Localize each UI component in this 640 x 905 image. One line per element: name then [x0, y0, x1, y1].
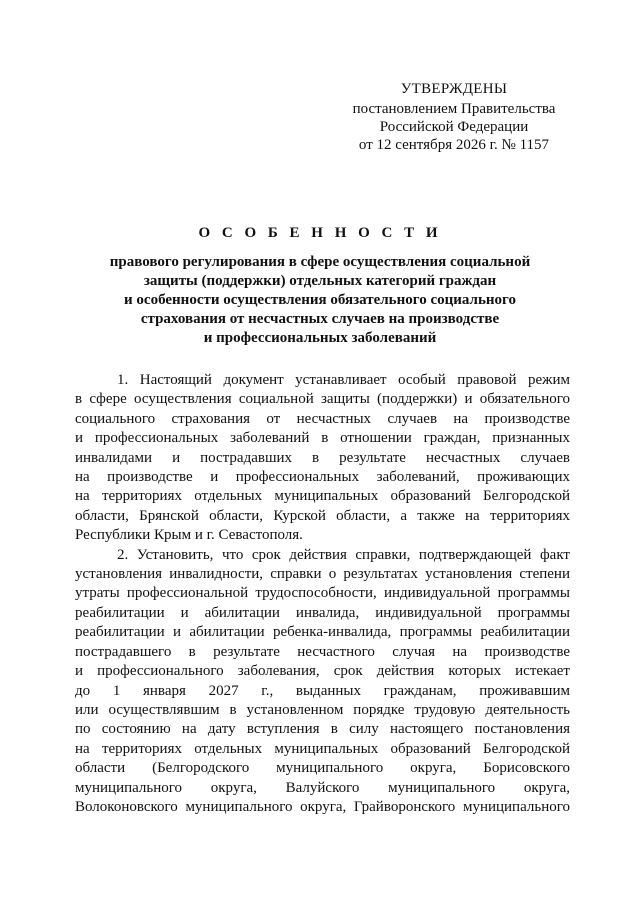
text-line: и профессиональных заболеваний в отношении граждан, признанных — [75, 430, 570, 447]
text-line: по состоянию на дату вступления в силу настоящего постановления — [75, 721, 570, 738]
text-line: социального страхования от несчастных случаев на производстве — [75, 410, 570, 427]
paragraph-2 — [75, 546, 570, 818]
text-line: до 1 января 2027 г., выданных гражданам, проживавшим — [75, 682, 570, 699]
text-line: на территориях отдельных муниципальных образований Белгородской — [75, 740, 570, 757]
text-line: Республики Крым и г. Севастополя. — [75, 527, 303, 544]
text-line: установления инвалидности, справки о результатах установления степени — [75, 566, 570, 583]
text-line: реабилитации и абилитации инвалида, индивидуальной программы — [75, 604, 570, 621]
text-line: инвалидами и пострадавших в результате несчастных случаев — [75, 449, 570, 466]
approval-line: Российской Федерации — [379, 119, 529, 135]
paragraph-1 — [75, 371, 570, 546]
text-line: и профессионального заболевания, срок действия которых истекает — [75, 663, 570, 680]
text-line: на территориях отдельных муниципальных образований Белгородской — [75, 488, 570, 505]
text-line: или осуществлявшим в установленном порядке трудовую деятельность — [75, 701, 570, 718]
subtitle-line: и профессиональных заболеваний — [203, 330, 437, 346]
document-title: О С О Б Е Н Н О С Т И — [198, 225, 442, 241]
text-line: области (Белгородского муниципального округа, Борисовского — [75, 760, 570, 777]
subtitle-line: защиты (поддержки) отдельных категорий граждан — [143, 273, 497, 289]
subtitle-line: страхования от несчастных случаев на производстве — [140, 311, 500, 327]
text-line: Волоконовского муниципального округа, Грайворонского муниципального — [75, 798, 570, 815]
subtitle-line: правового регулирования в сфере осуществления социальной — [109, 254, 531, 270]
approval-block — [330, 80, 578, 154]
document-heading — [70, 225, 570, 348]
text-line: утраты профессиональной трудоспособности, индивидуальной программы — [75, 585, 570, 602]
text-line: пострадавшего в результате несчастного случая на производстве — [75, 643, 570, 660]
text-line: 2. Установить, что срок действия справки, подтверждающей факт — [117, 546, 570, 563]
document-body — [75, 371, 570, 817]
text-line: в сфере осуществления социальной защиты (поддержки) и обязательного — [75, 391, 570, 408]
text-line: области, Брянской области, Курской области, а также на территориях — [75, 507, 570, 524]
approval-line: постановлением Правительства — [352, 101, 556, 117]
text-line: реабилитации и абилитации ребенка-инвалида, программы реабилитации — [75, 624, 570, 641]
document-subtitle — [70, 253, 570, 348]
text-line: 1. Настоящий документ устанавливает особый правовой режим — [117, 372, 570, 388]
text-line: на производстве и профессиональных заболеваний, проживающих — [75, 469, 570, 486]
subtitle-line: и особенности осуществления обязательного социального — [124, 292, 516, 308]
approval-heading: УТВЕРЖДЕНЫ — [400, 81, 508, 97]
text-line: муниципального округа, Валуйского муниципального округа, — [75, 779, 570, 796]
approval-line: от 12 сентября 2026 г. № 1157 — [358, 137, 550, 153]
